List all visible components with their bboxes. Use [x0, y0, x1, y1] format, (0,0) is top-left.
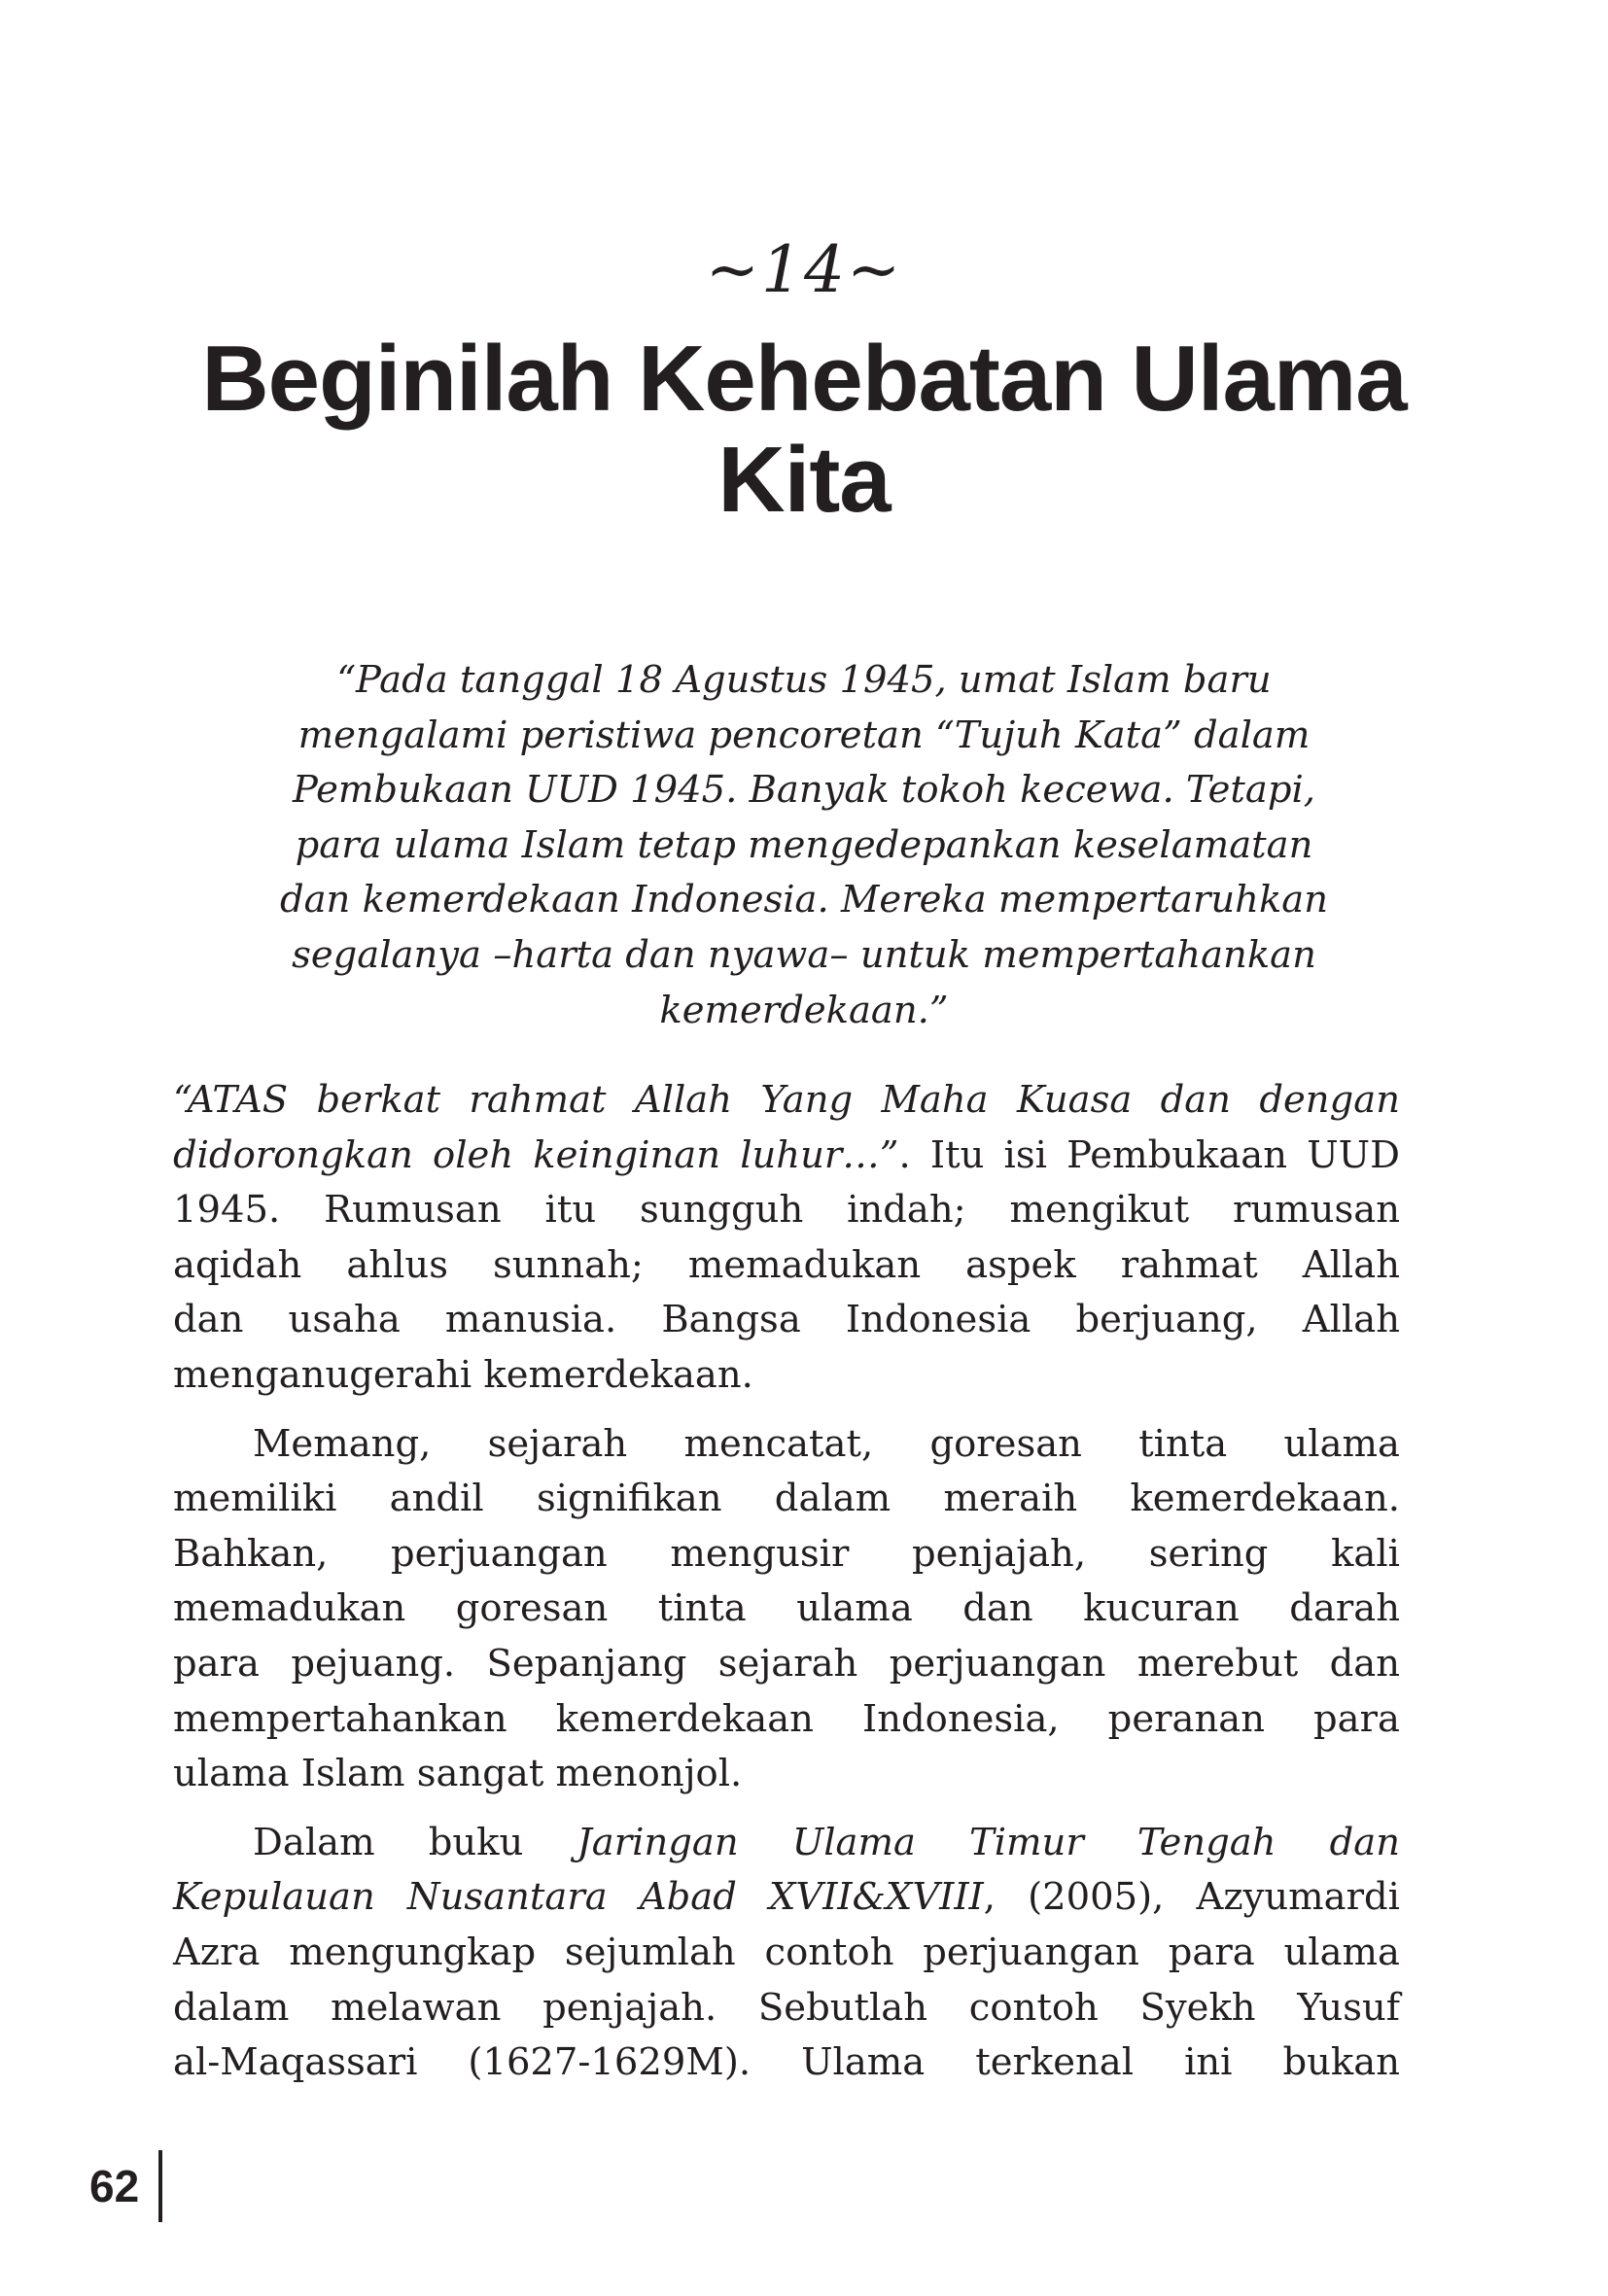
- text-line: [173, 1129, 1400, 1184]
- chapter-title-line: Kita: [717, 428, 891, 532]
- text-line: mempertahankan kemerdekaan Indonesia, peranan para: [173, 1696, 1400, 1741]
- epigraph-line: mengalami peristiwa pencoretan “Tujuh Kata” dalam: [297, 713, 1311, 757]
- epigraph-line: segalanya –harta dan nyawa– untuk mempertahankan: [292, 932, 1316, 977]
- epigraph-quote: [214, 653, 1394, 1038]
- book-title: Jaringan Ulama Timur Tengah dan: [577, 1820, 1401, 1864]
- text-line: memiliki andil signifikan dalam meraih kemerdekaan.: [173, 1477, 1400, 1521]
- text-line: para pejuang. Sepanjang sejarah perjuangan merebut dan: [173, 1641, 1400, 1686]
- text-line: 1945. Rumusan itu sungguh indah; mengikut rumusan: [173, 1188, 1400, 1233]
- epigraph-line: dan kemerdekaan Indonesia. Mereka mempertaruhkan: [279, 878, 1329, 922]
- epigraph-line: Pembukaan UUD 1945. Banyak tokoh kecewa. Tetapi,: [292, 768, 1316, 813]
- text-fragment: , (2005), Azyumardi: [983, 1875, 1400, 1920]
- text-line: [173, 1816, 1400, 1871]
- text-line: dalam melawan penjajah. Sebutlah contoh Syekh Yusuf: [173, 1985, 1400, 2030]
- paragraph: [173, 1816, 1400, 2091]
- text-line: ulama Islam sangat menonjol.: [173, 1752, 743, 1796]
- text-fragment: . Itu isi Pembukaan UUD: [898, 1132, 1400, 1177]
- text-line: Memang, sejarah mencatat, goresan tinta ulama: [253, 1421, 1400, 1466]
- body-text: [173, 1073, 1400, 2105]
- chapter-title: [172, 329, 1436, 531]
- chapter-number: ~14~: [705, 232, 903, 307]
- epigraph-line: para ulama Islam tetap mengedepankan keselamatan: [295, 822, 1313, 867]
- epigraph-line: “Pada tanggal 18 Agustus 1945, umat Islam baru: [336, 658, 1272, 702]
- text-line: Azra mengungkap sejumlah contoh perjuangan para ulama: [173, 1930, 1400, 1974]
- text-line: memadukan goresan tinta ulama dan kucuran darah: [173, 1586, 1400, 1631]
- text-line: Bahkan, perjuangan mengusir penjajah, sering kali: [173, 1531, 1400, 1576]
- paragraph: [173, 1073, 1400, 1404]
- text-line: al-Maqassari (1627-1629M). Ulama terkenal ini bukan: [173, 2040, 1400, 2085]
- book-title: Kepulauan Nusantara Abad XVII&XVIII: [173, 1875, 984, 1920]
- text-line: “ATAS berkat rahmat Allah Yang Maha Kuasa dan dengan: [173, 1078, 1400, 1122]
- page-footer: [89, 2150, 162, 2222]
- quote-fragment: didorongkan oleh keinginan luhur…”: [173, 1132, 899, 1177]
- chapter-title-line: Beginilah Kehebatan Ulama: [201, 327, 1407, 431]
- text-line: dan usaha manusia. Bangsa Indonesia berjuang, Allah: [173, 1298, 1400, 1342]
- text-fragment: Dalam buku: [253, 1820, 577, 1864]
- epigraph-line: kemerdekaan.”: [659, 988, 949, 1032]
- text-line: aqidah ahlus sunnah; memadukan aspek rahmat Allah: [173, 1242, 1400, 1287]
- paragraph: [173, 1417, 1400, 1802]
- page-number: 62: [89, 2161, 140, 2211]
- text-line: [173, 1870, 1400, 1926]
- footer-divider: [158, 2150, 162, 2222]
- text-line: menganugerahi kemerdekaan.: [173, 1352, 753, 1397]
